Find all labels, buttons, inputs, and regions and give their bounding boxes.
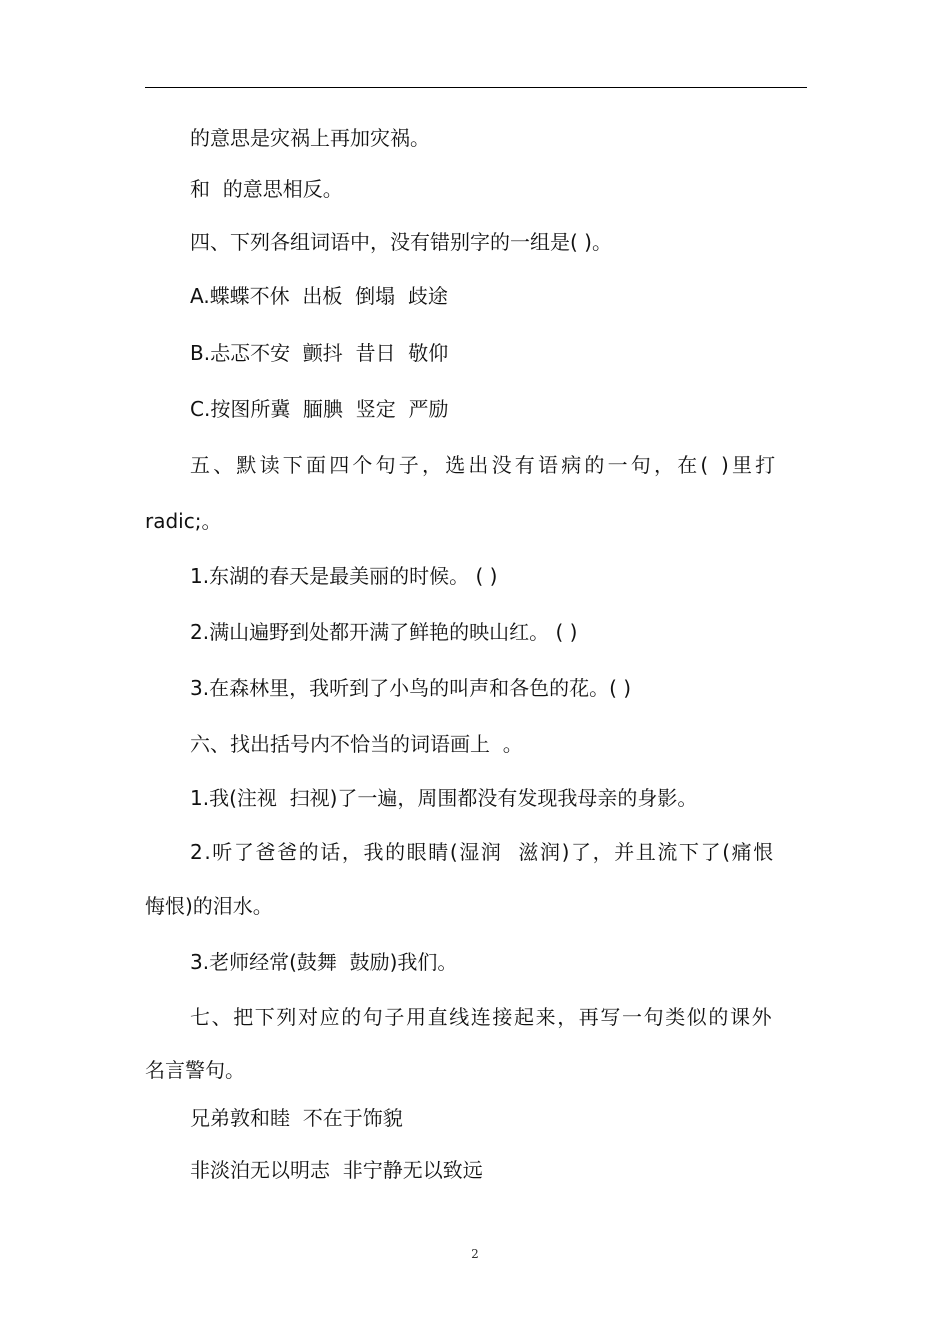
text-line: radic;。 bbox=[145, 509, 222, 533]
sentence-item: 3.老师经常(鼓舞 鼓励)我们。 bbox=[190, 950, 458, 974]
page-number: 2 bbox=[471, 1247, 479, 1261]
question-7-heading: 七、把下列对应的句子用直线连接起来，再写一句类似的课外 bbox=[190, 1005, 774, 1029]
text-line: 和 的意思相反。 bbox=[190, 177, 343, 201]
text-line: 悔恨)的泪水。 bbox=[145, 894, 273, 918]
sentence-item: 3.在森林里，我听到了小鸟的叫声和各色的花。( ) bbox=[190, 676, 632, 700]
option-b: B.忐忑不安 颤抖 昔日 敬仰 bbox=[190, 341, 449, 365]
question-4-heading: 四、下列各组词语中，没有错别字的一组是( )。 bbox=[190, 230, 612, 254]
header-rule bbox=[145, 87, 807, 88]
sentence-item: 1.东湖的春天是最美丽的时候。 ( ) bbox=[190, 564, 498, 588]
sentence-item: 2.满山遍野到处都开满了鲜艳的映山红。 ( ) bbox=[190, 620, 578, 644]
sentence-item: 1.我(注视 扫视)了一遍，周围都没有发现我母亲的身影。 bbox=[190, 786, 698, 810]
matching-item: 兄弟敦和睦 不在于饰貌 bbox=[190, 1106, 403, 1130]
option-a: A.蝶蝶不休 出板 倒塌 歧途 bbox=[190, 284, 448, 308]
text-line: 的意思是灾祸上再加灾祸。 bbox=[190, 126, 430, 150]
matching-item: 非淡泊无以明志 非宁静无以致远 bbox=[190, 1158, 483, 1182]
question-6-heading: 六、找出括号内不恰当的词语画上 。 bbox=[190, 732, 523, 756]
question-5-heading: 五、默读下面四个句子，选出没有语病的一句，在( )里打 bbox=[190, 453, 779, 477]
sentence-item: 2.听了爸爸的话，我的眼睛(湿润 滋润)了，并且流下了(痛恨 bbox=[190, 840, 775, 864]
option-c: C.按图所冀 腼腆 竖定 严励 bbox=[190, 397, 449, 421]
text-line: 名言警句。 bbox=[145, 1058, 245, 1082]
